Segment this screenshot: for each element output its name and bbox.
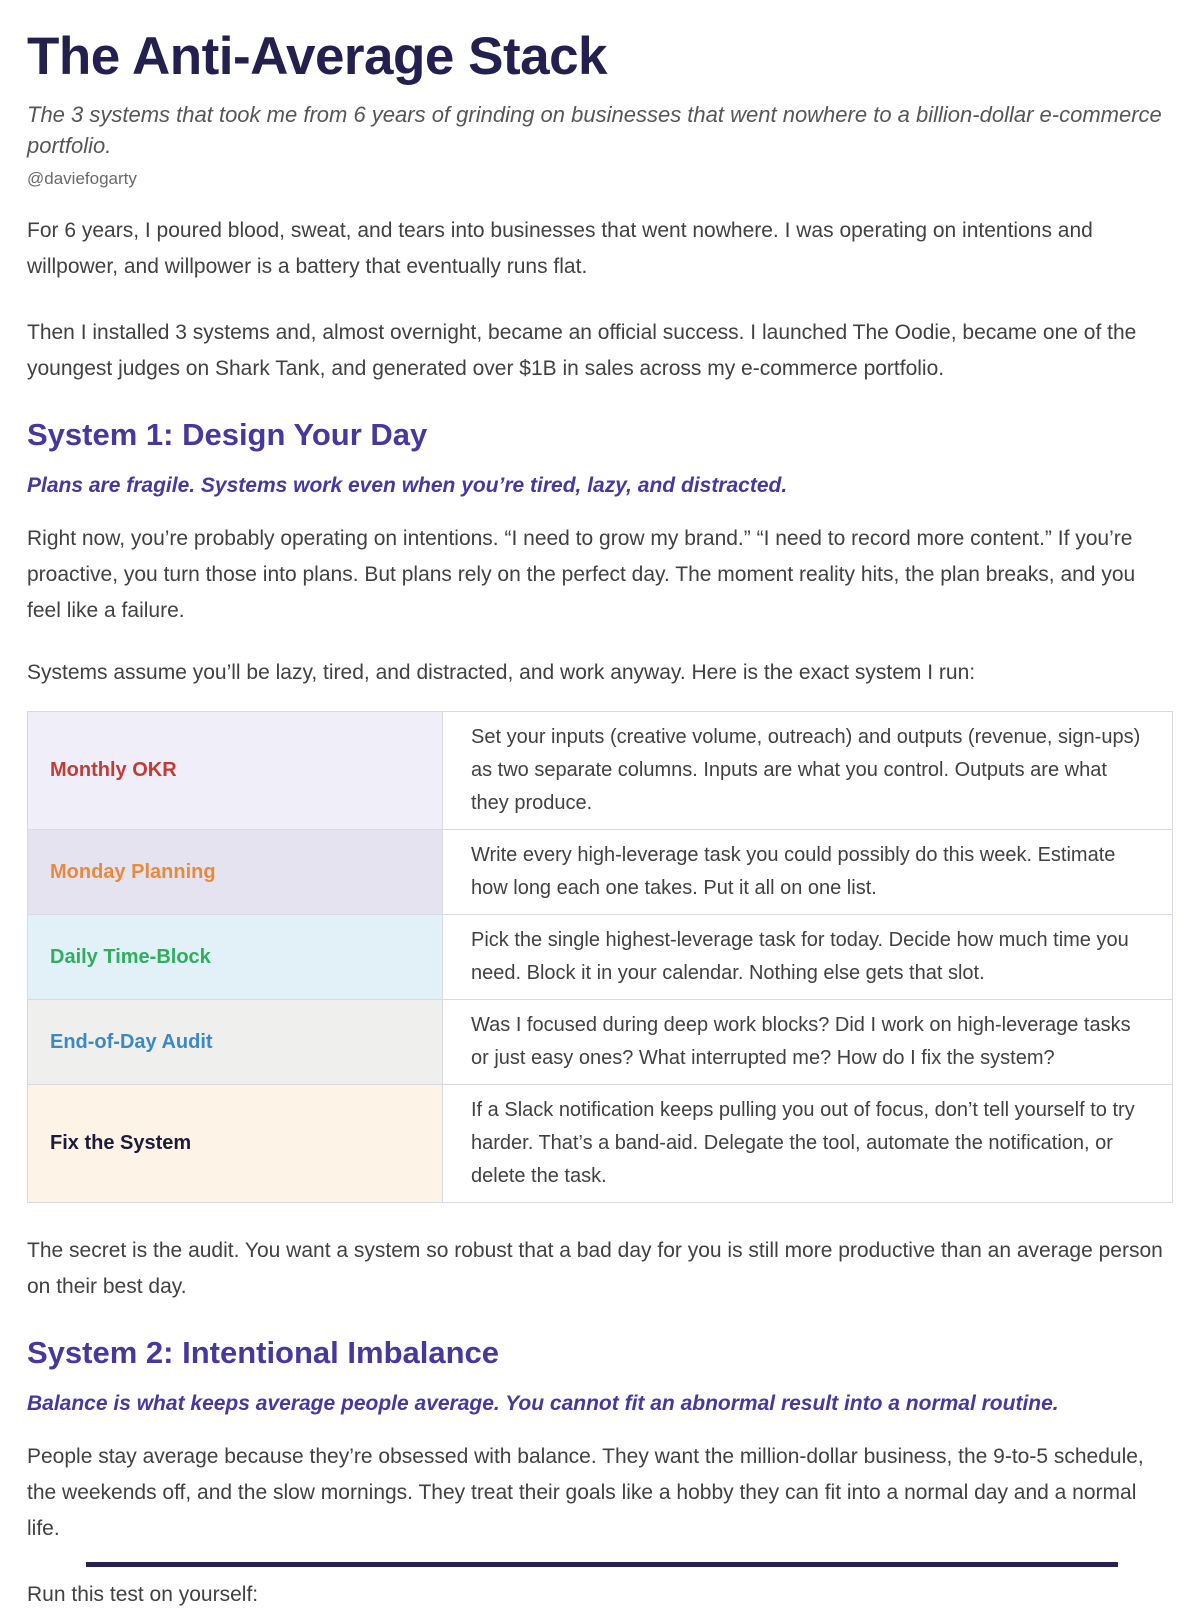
daily-system-table bbox=[27, 711, 1173, 1203]
table-row-description: Write every high-leverage task you could possibly do this week. Estimate how long each one takes. Put it all on one list. bbox=[443, 830, 1173, 915]
table-row-description: Was I focused during deep work blocks? Did I work on high-leverage tasks or just easy ones? What interrupted me? How do I fix the system? bbox=[443, 1000, 1173, 1085]
article-subtitle: The 3 systems that took me from 6 years of grinding on businesses that went nowhere to a billion-dollar e-commerce portfolio. bbox=[27, 102, 1162, 158]
table-row bbox=[28, 712, 1173, 830]
system2-paragraph-2: Run this test on yourself: bbox=[27, 1583, 259, 1606]
system1-paragraph-2: Systems assume you’ll be lazy, tired, and distracted, and work anyway. Here is the exact system I run: bbox=[27, 661, 976, 684]
table-row-label: Daily Time-Block bbox=[50, 945, 211, 968]
table-row-label: End-of-Day Audit bbox=[50, 1030, 213, 1053]
table-row-label: Fix the System bbox=[50, 1132, 192, 1154]
cropped-next-table-header-bar bbox=[86, 1562, 1118, 1567]
author-handle-link[interactable]: @daviefogarty bbox=[27, 169, 137, 188]
table-row-description: Set your inputs (creative volume, outreach) and outputs (revenue, sign-ups) as two separate columns. Inputs are what you control. Outputs are what they produce. bbox=[443, 712, 1173, 830]
table-row-description: If a Slack notification keeps pulling you out of focus, don’t tell yourself to try harder. That’s a band-aid. Delegate the tool, automate the notification, or delete the task. bbox=[443, 1085, 1173, 1203]
table-row-label: Monthly OKR bbox=[50, 759, 177, 781]
table-row bbox=[28, 1085, 1173, 1203]
system1-paragraph-1: Right now, you’re probably operating on intentions. “I need to grow my brand.” “I need to record more content.” If you’re proactive, you turn those into plans. But plans rely on the perfect day. The moment reality hits, the plan breaks, and you feel like a failure. bbox=[27, 527, 1136, 622]
system1-lead: Plans are fragile. Systems work even when you’re tired, lazy, and distracted. bbox=[27, 474, 788, 497]
system1-heading: System 1: Design Your Day bbox=[27, 417, 428, 452]
system2-paragraph-1: People stay average because they’re obsessed with balance. They want the million-dollar business, the 9-to-5 schedule, the weekends off, and the slow mornings. They treat their goals like a hobby they can fit into a normal day and a normal life. bbox=[27, 1445, 1144, 1540]
intro-paragraph-1: For 6 years, I poured blood, sweat, and tears into businesses that went nowhere. I was operating on intentions and willpower, and willpower is a battery that eventually runs flat. bbox=[27, 219, 1093, 278]
table-row bbox=[28, 830, 1173, 915]
table-row bbox=[28, 915, 1173, 1000]
intro-paragraph-2: Then I installed 3 systems and, almost overnight, became an official success. I launched The Oodie, became one of the youngest judges on Shark Tank, and generated over $1B in sales across my e-commerce portfolio. bbox=[27, 321, 1137, 380]
table-row bbox=[28, 1000, 1173, 1085]
table-row-description: Pick the single highest-leverage task for today. Decide how much time you need. Block it in your calendar. Nothing else gets that slot. bbox=[443, 915, 1173, 1000]
system2-heading: System 2: Intentional Imbalance bbox=[27, 1335, 500, 1370]
system2-lead: Balance is what keeps average people average. You cannot fit an abnormal result into a normal routine. bbox=[27, 1392, 1059, 1415]
table-row-label: Monday Planning bbox=[50, 860, 216, 883]
system1-paragraph-3: The secret is the audit. You want a system so robust that a bad day for you is still more productive than an average person on their best day. bbox=[27, 1239, 1163, 1298]
page-title: The Anti-Average Stack bbox=[27, 27, 608, 86]
